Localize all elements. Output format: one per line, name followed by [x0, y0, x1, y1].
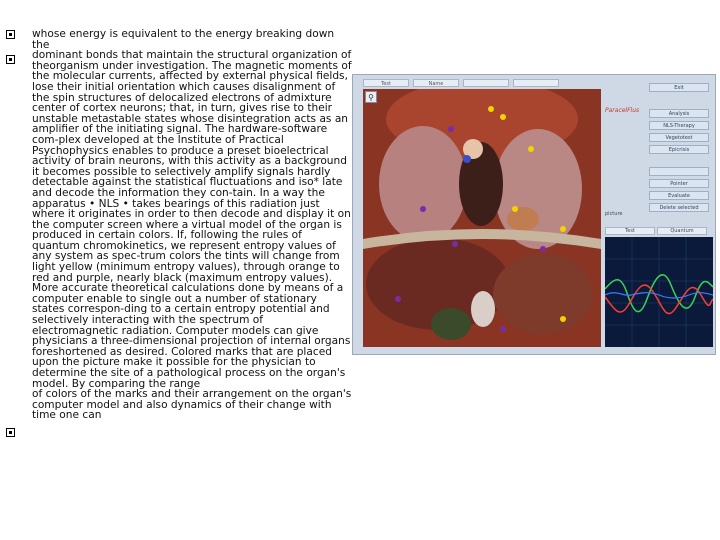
software-logo: ParacelFlus — [605, 107, 640, 114]
magnifier-icon[interactable]: ⚲ — [365, 91, 377, 103]
bullet-icon — [6, 428, 15, 437]
software-screenshot — [352, 74, 716, 355]
graph-tabs — [605, 227, 707, 235]
graph-tab-quantum[interactable]: Quantum — [657, 227, 707, 235]
screenshot-tabs — [363, 79, 559, 87]
blank-button[interactable] — [649, 167, 709, 176]
organ-model-image — [363, 89, 601, 347]
pointer-button[interactable]: Pointer — [649, 179, 709, 188]
body-text — [32, 29, 352, 421]
delete-selected-button[interactable]: Delete selected — [649, 203, 709, 212]
spectrum-graph — [605, 237, 713, 347]
paragraph-2: dominant bonds that maintain the structural organization of theorganism under investigation. The magnetic moments of the molecular currents, affected by external physical fields, lose their initial orientation which causes disalignment of the spin structures of delocalized electrons of admixture center of cortex neurons; that, in turn, gives rise to their unstable metastable states whose disintegration acts as an amplifier of the initiating signal. The hardware-software com-plex developed at the Institute of Practical Psychophysics enables to produce a preset bioelectrical activity of brain neurons, with this activity as a background it becomes possible to selectively amplify signals hardly detectable against the statistical fluctuations and iso* late and decode the information they con-tain. In a way the apparatus • NLS • takes bearings of this radiation just where it originates in order to then decode and display it on the computer screen where a virtual model of the organ is produced in certain colors. If, following the rules of quantum chromokinetics, we represent entropy values of any system as spec-trum colors the tints will change from light yellow (minimum entropy values), through orange to red and purple, nearly black (maximum entropy values). More accurate theoretical calculations done by means of a computer enable to single out a number of stationary states correspon-ding to a certain entropy potential and selectively interacting with the spectrum of electromagnetic radiation. Computer models can give physicians a three-dimensional projection of internal organs foreshortened as desired. Colored marks that are placed upon the picture make it possible for the physician to determine the site of a pathological process on the organ's model. By comparing the range — [32, 49, 352, 390]
organ-cross-section — [363, 89, 601, 347]
vegetotest-button[interactable]: Vegetotest — [649, 133, 709, 142]
paragraph-3: of colors of the marks and their arrangement on the organ's computer model and also dynamics of their change with time one can — [32, 388, 352, 422]
tab-4[interactable] — [513, 79, 559, 87]
exit-button[interactable]: Exit — [649, 83, 709, 92]
graph-section-label: picture — [605, 211, 623, 217]
status-bar — [363, 347, 601, 353]
graph-tab-test[interactable]: Test — [605, 227, 655, 235]
tab-2[interactable]: Name — [413, 79, 459, 87]
nls-therapy-button[interactable]: NLS-Therapy — [649, 121, 709, 130]
analysis-button[interactable]: Analysis — [649, 109, 709, 118]
spectrum-plot — [605, 237, 713, 347]
tab-3[interactable] — [463, 79, 509, 87]
control-panel — [603, 83, 713, 351]
epicrisis-button[interactable]: Epicrisis — [649, 145, 709, 154]
tab-1[interactable]: Test — [363, 79, 409, 87]
paragraph-1: whose energy is equivalent to the energy breaking down the — [32, 28, 335, 51]
bullet-icon — [6, 55, 15, 64]
bullet-icon — [6, 30, 15, 39]
evaluate-button[interactable]: Evaluate — [649, 191, 709, 200]
